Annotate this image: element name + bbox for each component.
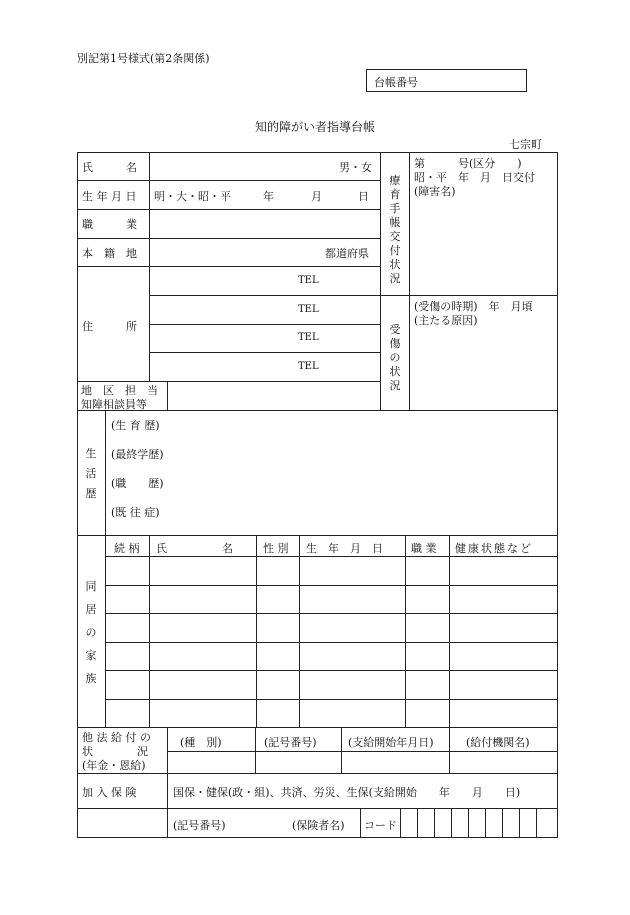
tel-label-3: TEL [298,332,319,343]
insurance-insurer-label: (保険者名) [292,819,345,832]
life-history-upbringing: (生 育 歴) [111,419,160,432]
handbook-line3: (障害名) [414,185,456,198]
insurance-types[interactable]: 国保・健保(政・組)、共済、労災、生保(支給開始 年 月 日) [173,786,521,799]
occupation-label: 職 業 [82,218,137,231]
benefits-header-start: (支給開始年月日) [348,736,434,749]
family-header-gender: 性 別 [263,542,289,555]
injury-label: 受傷の状況 [389,323,401,392]
family-label: 同居の家族 [85,580,97,685]
ledger-number-box[interactable] [366,69,527,92]
family-header-occupation: 職 業 [411,542,437,555]
insurance-symbol-label: (記号番号) [173,819,226,832]
family-header-birth: 生 年 月 日 [306,542,383,555]
birth-eras[interactable]: 明・大・昭・平 [154,190,231,203]
insurance-code-label: コード [364,819,397,832]
birth-year-unit: 年 [263,190,274,203]
injury-line2: (主たる原因) [414,314,478,327]
birth-day-unit: 日 [358,190,369,203]
benefits-label-1: 他 法 給 付 の [82,731,151,744]
town-name: 七宗町 [509,138,542,151]
tel-label-4: TEL [298,361,319,372]
address-label: 住 所 [82,320,137,333]
handbook-line1: 第 号(区分 ) [414,157,522,170]
gender-field[interactable]: 男・女 [339,161,372,174]
life-history-work: (職 歴) [111,477,164,490]
district-label-2: 知障相談員等 [81,398,147,411]
birth-label: 生 年 月 日 [82,190,137,203]
benefits-header-agency: (給付機関名) [466,736,530,749]
benefits-header-type: (種 別) [180,736,222,749]
domicile-label: 本 籍 地 [82,247,137,260]
family-header-relation: 続 柄 [114,542,140,555]
life-history-medical: (既 往 症) [111,506,160,519]
name-label: 氏 名 [82,161,137,174]
handbook-label: 療育手帳交付状況 [389,174,401,285]
form-label: 別記第1号様式(第2条関係) [77,52,210,65]
insurance-label: 加 入 保 険 [82,786,137,799]
birth-month-unit: 月 [311,190,322,203]
prefecture-unit: 都道府県 [325,247,369,260]
injury-line1: (受傷の時期) 年 月頃 [414,300,533,313]
tel-label-1: TEL [298,275,319,286]
family-header-health: 健康状態など [455,542,533,555]
benefits-label-2: 状 況 [82,745,148,758]
benefits-label-3: (年金・恩給) [82,759,146,772]
ledger-number-label: 台帳番号 [374,76,418,89]
family-header-name: 氏 名 [156,542,233,555]
handbook-line2: 昭・平 年 月 日交付 [414,171,535,184]
tel-label-2: TEL [298,304,319,315]
benefits-header-number: (記号番号) [264,736,317,749]
district-label-1: 地 区 担 当 [81,384,158,397]
life-history-label: 生活歴 [85,447,97,500]
life-history-education: (最終学歴) [111,448,164,461]
page-title: 知的障がい者指導台帳 [254,120,375,134]
